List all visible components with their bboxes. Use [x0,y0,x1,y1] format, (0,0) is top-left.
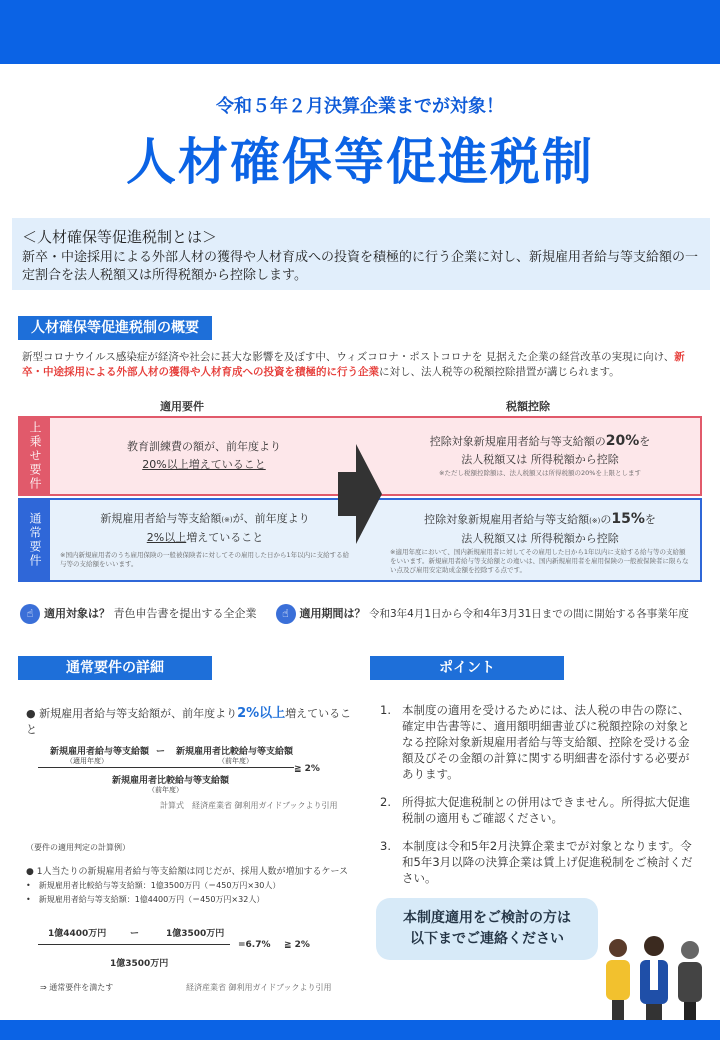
upper-credit-line1a: 控除対象新規雇用者給与等支給額の [429,435,606,448]
formula-den-sub: （前年度） [148,786,183,794]
overview-text-b: に対し、法人税等の税額控除措置が講じられます。 [379,366,620,378]
target-value: 青色申告書を提出する全企業 [113,607,257,620]
upper-credit-line1b: を [639,435,651,448]
normal-credit-text [390,510,690,575]
pointing-hand-icon: ☝ [276,604,296,624]
upper-credit-line2: 法人税額又は 所得税額から控除 [461,453,619,466]
upper-credit-text [390,432,690,478]
upper-credit-pct: 20% [605,433,640,449]
intro-box [12,218,710,290]
calc-ge: ≧ 2% [284,940,310,950]
upper-credit-note: ※ただし税額控除額は、法人税額又は所得税額の20%を上限とします [439,469,641,477]
calc-num-a: 1億4400万円 [48,929,107,939]
detail-bullet [26,702,356,737]
normal-req-line1b: が、前年度より [232,512,310,525]
column-credit-header: 税額控除 [506,400,550,413]
point-num-2: 2. [380,795,391,809]
point-num-1: 1. [380,703,391,717]
example-heading: （要件の適用判定の計算例） [26,843,130,852]
formula-num-b: 新規雇用者比較給与等支給額 [176,747,294,757]
detail-bullet-a: ● 新規雇用者給与等支給額が、前年度より [26,707,238,720]
point-label: ポイント [370,656,564,680]
formula-num-b-sub: （前年度） [218,757,253,765]
example-line2: • 新規雇用者給与等支給額：1億4400万円（＝450万円×32人） [26,895,265,904]
normal-credit-line1b: の [600,513,612,526]
list-item [380,702,700,782]
normal-req-line2b: 増えていること [186,531,264,544]
pointing-hand-icon: ☝ [20,604,40,624]
column-requirements-header: 適用要件 [160,400,204,413]
upper-requirement-text [54,438,354,474]
page-title: 人材確保等促進税制 [126,133,594,191]
contact-line2: 以下までご連絡ください [410,931,564,947]
calc-minus: ー [130,929,140,939]
example-line2-text: 新規雇用者給与等支給額：1億4400万円（＝450万円×32人） [38,895,265,904]
overview-label: 人材確保等促進税制の概要 [18,316,212,340]
calc-source: 経済産業省 御利用ガイドブックより引用 [186,983,332,992]
point-num-3: 3. [380,839,391,853]
upper-req-line2: 20%以上増えていること [142,458,266,471]
point-text-3: 本制度は令和5年2月決算企業までが対象となります。令和5年3月以降の決算企業は賃上げ促進税制をご検討ください。 [402,839,693,885]
normal-req-mark: (※) [221,516,233,524]
calc-num-b: 1億3500万円 [166,929,225,939]
calc-result: =6.7% [238,940,271,950]
upper-req-line1: 教育訓練費の額が、前年度より [127,440,281,453]
bottom-banner [0,1020,720,1040]
period-label: 適用期間は？ [299,607,366,620]
page-subtitle: 令和５年２月決算企業までが対象！ [216,96,504,117]
formula-minus: ー [156,747,166,757]
overview-text [22,350,704,380]
example-case: ● 1人当たりの新規雇用者給与等支給額は同じだが、採用人数が増加するケース [26,867,348,877]
calc-den: 1億3500万円 [110,959,169,969]
formula-den: 新規雇用者比較給与等支給額 [112,776,230,786]
normal-credit-line1a: 控除対象新規雇用者給与等支給額 [424,513,590,526]
point-text-2: 所得拡大促進税制との併用はできません。所得拡大促進税制の適用もご確認ください。 [402,795,691,825]
normal-requirement-text [60,510,350,569]
formula-num-a: 新規雇用者給与等支給額 [50,747,150,757]
example-line1: • 新規雇用者比較給与等支給額：1億3500万円（＝450万円×30人） [26,881,281,890]
upper-requirement-side-label: 上乗せ要件 [20,418,50,494]
period-value: 令和3年4月1日から令和4年3月31日までの間に開始する各事業年度 [369,608,689,620]
detail-bullet-b: 増えていること [26,707,352,736]
example-line1-text: 新規雇用者比較給与等支給額：1億3500万円（＝450万円×30人） [38,881,281,890]
normal-credit-line1c: を [644,513,656,526]
formula-num-a-sub: （適用年度） [66,757,108,765]
normal-credit-line2: 法人税額又は 所得税額から控除 [461,532,619,545]
calc-conclusion: ⇒ 通常要件を満たす [40,983,114,992]
calc-fraction-line [38,944,230,945]
normal-credit-mark: (※) [589,517,601,525]
overview-text-highlight: 新卒・中途採用による外部人材の獲得や人材育成への投資を積極的に行う企業 [22,351,685,378]
intro-heading: ＜人材確保等促進税制とは＞ [22,228,218,246]
top-banner [0,0,720,64]
list-item [380,794,700,826]
formula-source: 計算式 経済産業省 御利用ガイドブックより引用 [160,801,338,810]
normal-req-line1: 新規雇用者給与等支給額 [100,512,222,525]
formula-fraction-line [38,767,294,768]
normal-req-pct: 2%以上 [146,531,187,544]
list-item [380,838,700,886]
overview-text-a: 新型コロナウイルス感染症が経済や社会に甚大な影響を及ぼす中、ウィズコロナ・ポストコロナを 見据えた企業の経営改革の実現に向け、 [22,351,675,363]
business-people-illustration [596,934,714,1020]
contact-line1: 本制度適用をご検討の方は [403,910,571,926]
right-arrow-icon [338,444,382,544]
normal-req-note: ※国内新規雇用者のうち雇用保険の一般被保険者に対してその雇用した日から1年以内に支給する給与等の支給額をいいます。 [60,551,350,568]
normal-requirement-side-label: 通常要件 [20,500,50,580]
target-label: 適用対象は？ [44,607,110,620]
point-text-1: 本制度の適用を受けるためには、法人税の申告の際に、確定申告書等に、適用額明細書並びに税額控除の対象となる控除対象新規雇用者給与等支給額、控除を受ける金額及びその金額の計算に関する明細書を添付する必要があります。 [402,703,690,781]
detail-bullet-pct: 2%以上 [237,706,286,721]
intro-body: 新卒・中途採用による外部人材の獲得や人材育成への投資を積極的に行う企業に対し、新規雇用者給与等支給額の一定割合を法人税額又は所得税額から控除します。 [22,250,699,283]
detail-label: 通常要件の詳細 [18,656,212,680]
point-list [380,702,700,898]
formula-ge: ≧ 2% [294,764,320,774]
normal-credit-note: ※適用年度において、国内新規雇用者に対してその雇用した日から1年以内に支給する給与等の支給額をいいます。新規雇用者給与等支給額との違いは、国内新規雇用者を雇用保険の一般被保険者に限らない点及び雇用安定助成金額を控除する点です。 [390,548,689,574]
contact-callout [376,898,598,960]
normal-credit-pct: 15% [611,511,645,527]
info-row [20,604,710,624]
